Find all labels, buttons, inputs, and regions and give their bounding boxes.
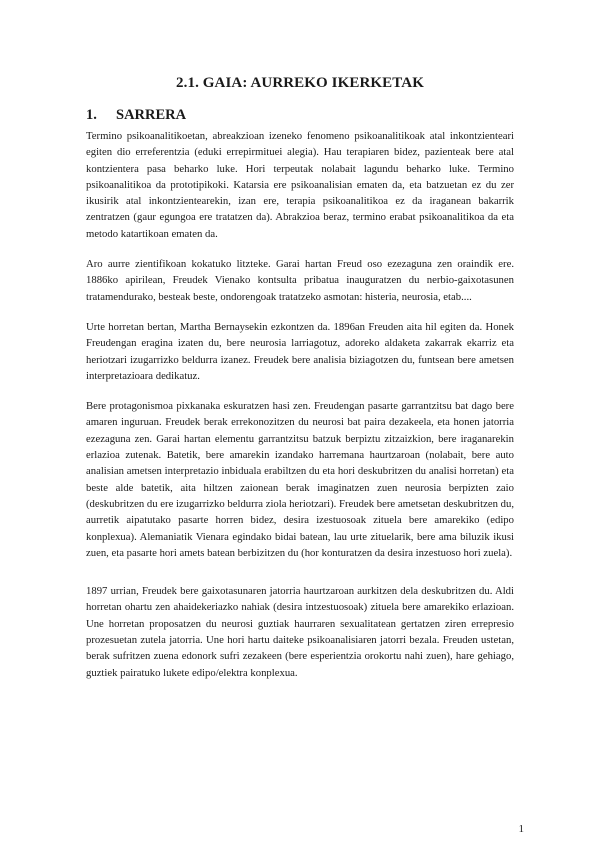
paragraph-4: Bere protagonismoa pixkanaka eskuratzen hasi zen. Freudengan pasarte garrantzitsu bat dago bere amaren inguruan. Freudek berak errekonozitzen du neurosi bat paira dezakeela, eta honen jatorria ezezaguna zen. Garai hartan elementu garrantzitsu batzuk berpiztu zitzaizkion, bere iraganarekin erlazioa zutenak. Batetik, bere amarekin izandako harremana haurtzaroan (nolabait, bere auto analisian ametsen interpretazio inbiduala erabiltzen du eta hori deskubritzen du analisi horretan) eta beste alde batetik, aita hiltzen zaionean berak imaginatzen zuen neurosia berpizten zaio (deskubritzen du ere izugarrizko beldurra ziola heriotzari). Freudek bere ametsetan deskubritzen du, aurretik aipatutako pasarte horren bidez, desira izestuosoak zituela bere amarekiko (edipo konplexua). Alemaniatik Vienara egindako bidai batean, lau urte zituelarik, bere ama biluzik ikusi zuen, eta pasarte hori amets batean berbizitzen du (hor konturatzen da desira inzestuoso hori zuela). — [86, 400, 514, 559]
paragraph-1: Termino psikoanalitikoetan, abreakzioan izeneko fenomeno psikoanalitikoak atal inkontzienteari egiten dio erreferentzia (eduki errepirmituei alegia). Hau terapiaren bidez, pazienteak bere atal kontzientera pasa beharko luke. Hori terpeutak nolabait lagundu beharko luke. Termino psikoanalitikoa da prototipikoki. Katarsia ere psikoanalisian ematen da, eta batzuetan ez du zer ikusirik atal inkontzientearekin, izan ere, terapia psikoanalitikoa ez da iraganean bakarrik zentratzen (gaur egungoa ere tratatzen da). Abrakzioa beraz, termino erabat psikoanalitikoa da eta metodo katartikoan ematen da. — [86, 130, 514, 240]
section-heading — [86, 107, 186, 124]
section-title: SARRERA — [116, 107, 187, 123]
page-number: 1 — [518, 823, 524, 835]
paragraph-2: Aro aurre zientifikoan kokatuko litzteke. Garai hartan Freud oso ezezaguna zen oraindik ere. 1886ko apirilean, Freudek Vienako kontsulta pribatua inauguratzen du nerbio-gaixotasunen tratamendurako, besteak beste, ondorengoak tratatzeko asmotan: histeria, neurosia, etab.... — [86, 258, 514, 303]
paragraph-3: Urte horretan bertan, Martha Bernaysekin ezkontzen da. 1896an Freuden aita hil egiten da. Honek Freudengan eragina izaten du, bere neurosia larriagotuz, adoreko aldaketa zakarrak ekarriz eta heriotzari izugarrizko beldurra izanez. Freudek bere analisia biziagotzen du, funtsean bere ametsen interpretazioara dedikatuz. — [86, 320, 514, 382]
section-number: 1. — [86, 107, 97, 123]
document-body — [86, 128, 514, 695]
page-title: 2.1. GAIA: AURREKO IKERKETAK — [176, 75, 424, 91]
paragraph-5: 1897 urrian, Freudek bere gaixotasunaren jatorria haurtzaroan aurkitzen dela deskubritzen du. Aldi horretan ohartu zen ahaidekeriazko nahiak (desira intzestuosoak) zituela bere amarekiko erlazioan. Une horretan proposatzen du neurosi guztiak haurraren sexualitatean gertatzen ziren errepresio prozesuetan zutela jatorria. Une hori hartu daiteke psikoanalisiaren jatorri bezala. Freuden ustetan, berak sufritzen zuena edonork sufri zezakeen (bere esperientzia orokortu nahi zuen), hare gehiago, guztiek pairatuko lukete edipo/elektra konplexua. — [86, 585, 514, 679]
